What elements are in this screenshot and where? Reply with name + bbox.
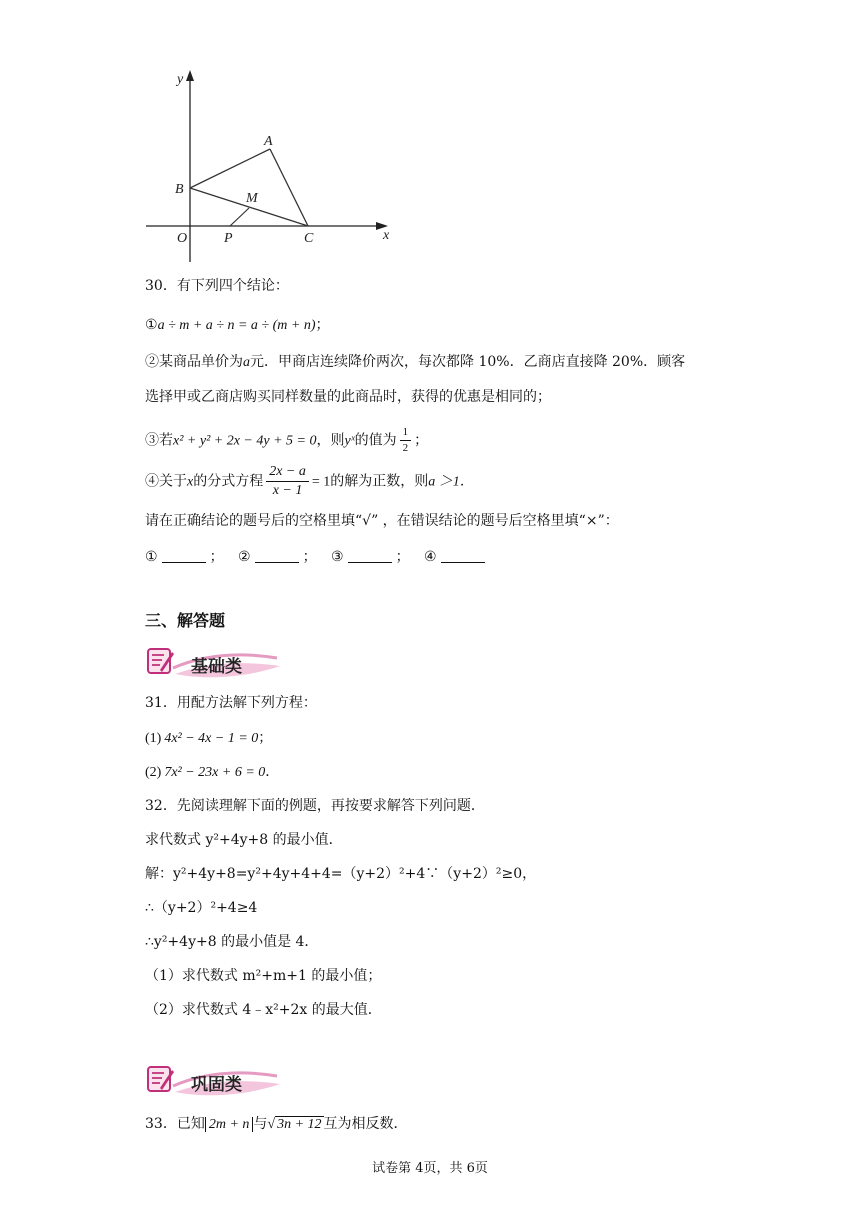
label-A: A <box>264 134 273 149</box>
q30-s4-num: 2x − a <box>266 465 309 482</box>
q32-line-4: ∴（y+2）²+4≥4 <box>145 900 258 916</box>
q31-p1-end: ； <box>258 730 273 746</box>
q30-s2-line1b: 元．甲商店连续降价两次，每次都降 10%．乙商店直接降 20%．顾客 <box>250 354 686 370</box>
q30-s4-after: 的解为正数，则 <box>330 473 429 490</box>
q30-statement-4 <box>145 465 474 498</box>
banner-basic-label: 基础类 <box>191 657 242 677</box>
q31-p2-eq: 7x² − 23x + 6 = 0 <box>164 765 266 780</box>
q32-stem: 32．先阅读理解下面的例题，再按要求解答下列问题． <box>145 798 485 814</box>
section-3-title: 三、解答题 <box>145 611 226 630</box>
q30-statement-1 <box>145 318 330 333</box>
q30-s4-cond: a ＞1． <box>428 474 474 490</box>
q30-s3-end: ； <box>414 432 429 449</box>
sqrt-symbol-icon: √ <box>267 1117 276 1132</box>
banner-consolidate-label: 巩固类 <box>191 1075 242 1095</box>
q30-s2-line1a: ②某商品单价为 <box>145 354 243 370</box>
q33-mid: 与 <box>253 1116 268 1132</box>
q30-s4-eq: = 1 <box>311 474 331 490</box>
banner-basic <box>145 644 285 680</box>
q33-sqrt <box>267 1117 323 1132</box>
q30-s3-eq: x² + y² + 2x − 4y + 5 = 0 <box>173 433 317 449</box>
q33-prefix: 33．已知 <box>145 1116 205 1132</box>
q33-sqrt-expr: 3n + 12 <box>277 1117 322 1132</box>
q32-line-5: ∴y²+4y+8 的最小值是 4． <box>145 934 319 950</box>
q33-end: 互为相反数． <box>323 1116 408 1132</box>
q30-s2-var: a <box>243 355 250 370</box>
q30-s3-prefix: ③若 <box>145 432 173 449</box>
q30-s3-mid: ，则 <box>316 432 345 449</box>
q31-p1-eq: 4x² − 4x − 1 = 0 <box>164 731 259 746</box>
y-axis-arrow <box>186 70 194 81</box>
q30-s4-mid: 的分式方程 <box>193 473 264 490</box>
q30-sep-1: ； <box>209 549 224 565</box>
q31-stem: 31．用配方法解下列方程： <box>145 695 317 711</box>
q30-s4-prefix: ④关于 <box>145 473 187 490</box>
q33-abs-expr: 2m + n <box>205 1117 254 1132</box>
segment-PM <box>230 208 249 226</box>
q30-instruction: 请在正确结论的题号后的空格里填“√” ，在错误结论的题号后空格里填“×”： <box>145 513 619 529</box>
q30-s3-after: 的值为 <box>354 432 397 449</box>
q30-blank-3[interactable] <box>348 550 392 563</box>
q30-s3-frac-den: 2 <box>402 442 409 454</box>
q30-blank-2[interactable] <box>255 550 299 563</box>
banner-consolidate <box>145 1062 285 1098</box>
quill-scroll-icon <box>146 646 176 676</box>
q30-sep-2: ； <box>302 549 317 565</box>
label-O: O <box>177 231 188 246</box>
q30-blank-4-label: ④ <box>424 549 437 565</box>
q30-s3-power: yˣ <box>344 433 355 449</box>
q32-line-7: （2）求代数式 4﹣x²+2x 的最大值． <box>145 1002 382 1018</box>
label-P: P <box>224 231 233 246</box>
q31-part-1 <box>145 731 272 746</box>
q30-s4-fraction <box>266 465 309 498</box>
q30-s1-formula: a ÷ m + a ÷ n = a ÷ (m + n) <box>157 318 316 333</box>
q30-sep-3: ； <box>395 549 410 565</box>
q30-stem: 30．有下列四个结论： <box>145 278 289 294</box>
q30-blank-2-label: ② <box>238 549 251 565</box>
q30-blank-1-label: ① <box>145 549 158 565</box>
label-x: x <box>383 228 390 243</box>
q31-p2-end: ． <box>265 764 280 780</box>
q30-blank-3-label: ③ <box>331 549 344 565</box>
q30-statement-2-line1 <box>145 355 685 370</box>
geometry-figure <box>140 68 400 268</box>
q30-blank-1[interactable] <box>162 550 206 563</box>
q30-statement-3 <box>145 427 428 454</box>
q31-part-2 <box>145 765 279 780</box>
q32-line-3: 解：y²+4y+8=y²+4y+4+4=（y+2）²+4∵（y+2）²≥0， <box>145 866 537 882</box>
label-y: y <box>177 72 184 87</box>
q33 <box>145 1117 408 1132</box>
segment-BA <box>190 149 270 188</box>
q30-s3-frac-num: 1 <box>400 427 412 441</box>
segment-AC <box>270 149 308 226</box>
q30-blank-4[interactable] <box>441 550 485 563</box>
q30-s4-den: x − 1 <box>272 483 303 498</box>
label-M: M <box>246 191 258 206</box>
page-footer: 试卷第 4页，共 6页 <box>372 1161 488 1176</box>
q31-p1-label: (1) <box>145 731 162 746</box>
q30-s1-suffix: ； <box>315 317 330 333</box>
q30-statement-2-line2: 选择甲或乙商店购买同样数量的此商品时，获得的优惠是相同的； <box>145 389 551 405</box>
label-B: B <box>175 182 184 197</box>
q32-line-6: （1）求代数式 m²+m+1 的最小值； <box>145 968 382 984</box>
q30-s1-prefix: ① <box>145 317 158 333</box>
q30-answer-blanks <box>145 550 489 564</box>
q32-line-2: 求代数式 y²+4y+8 的最小值． <box>145 832 343 848</box>
q30-s4-var: x <box>187 474 194 490</box>
label-C: C <box>304 231 314 246</box>
quill-scroll-icon <box>146 1064 176 1094</box>
q31-p2-label: (2) <box>145 765 162 780</box>
q30-s3-fraction <box>400 427 412 454</box>
